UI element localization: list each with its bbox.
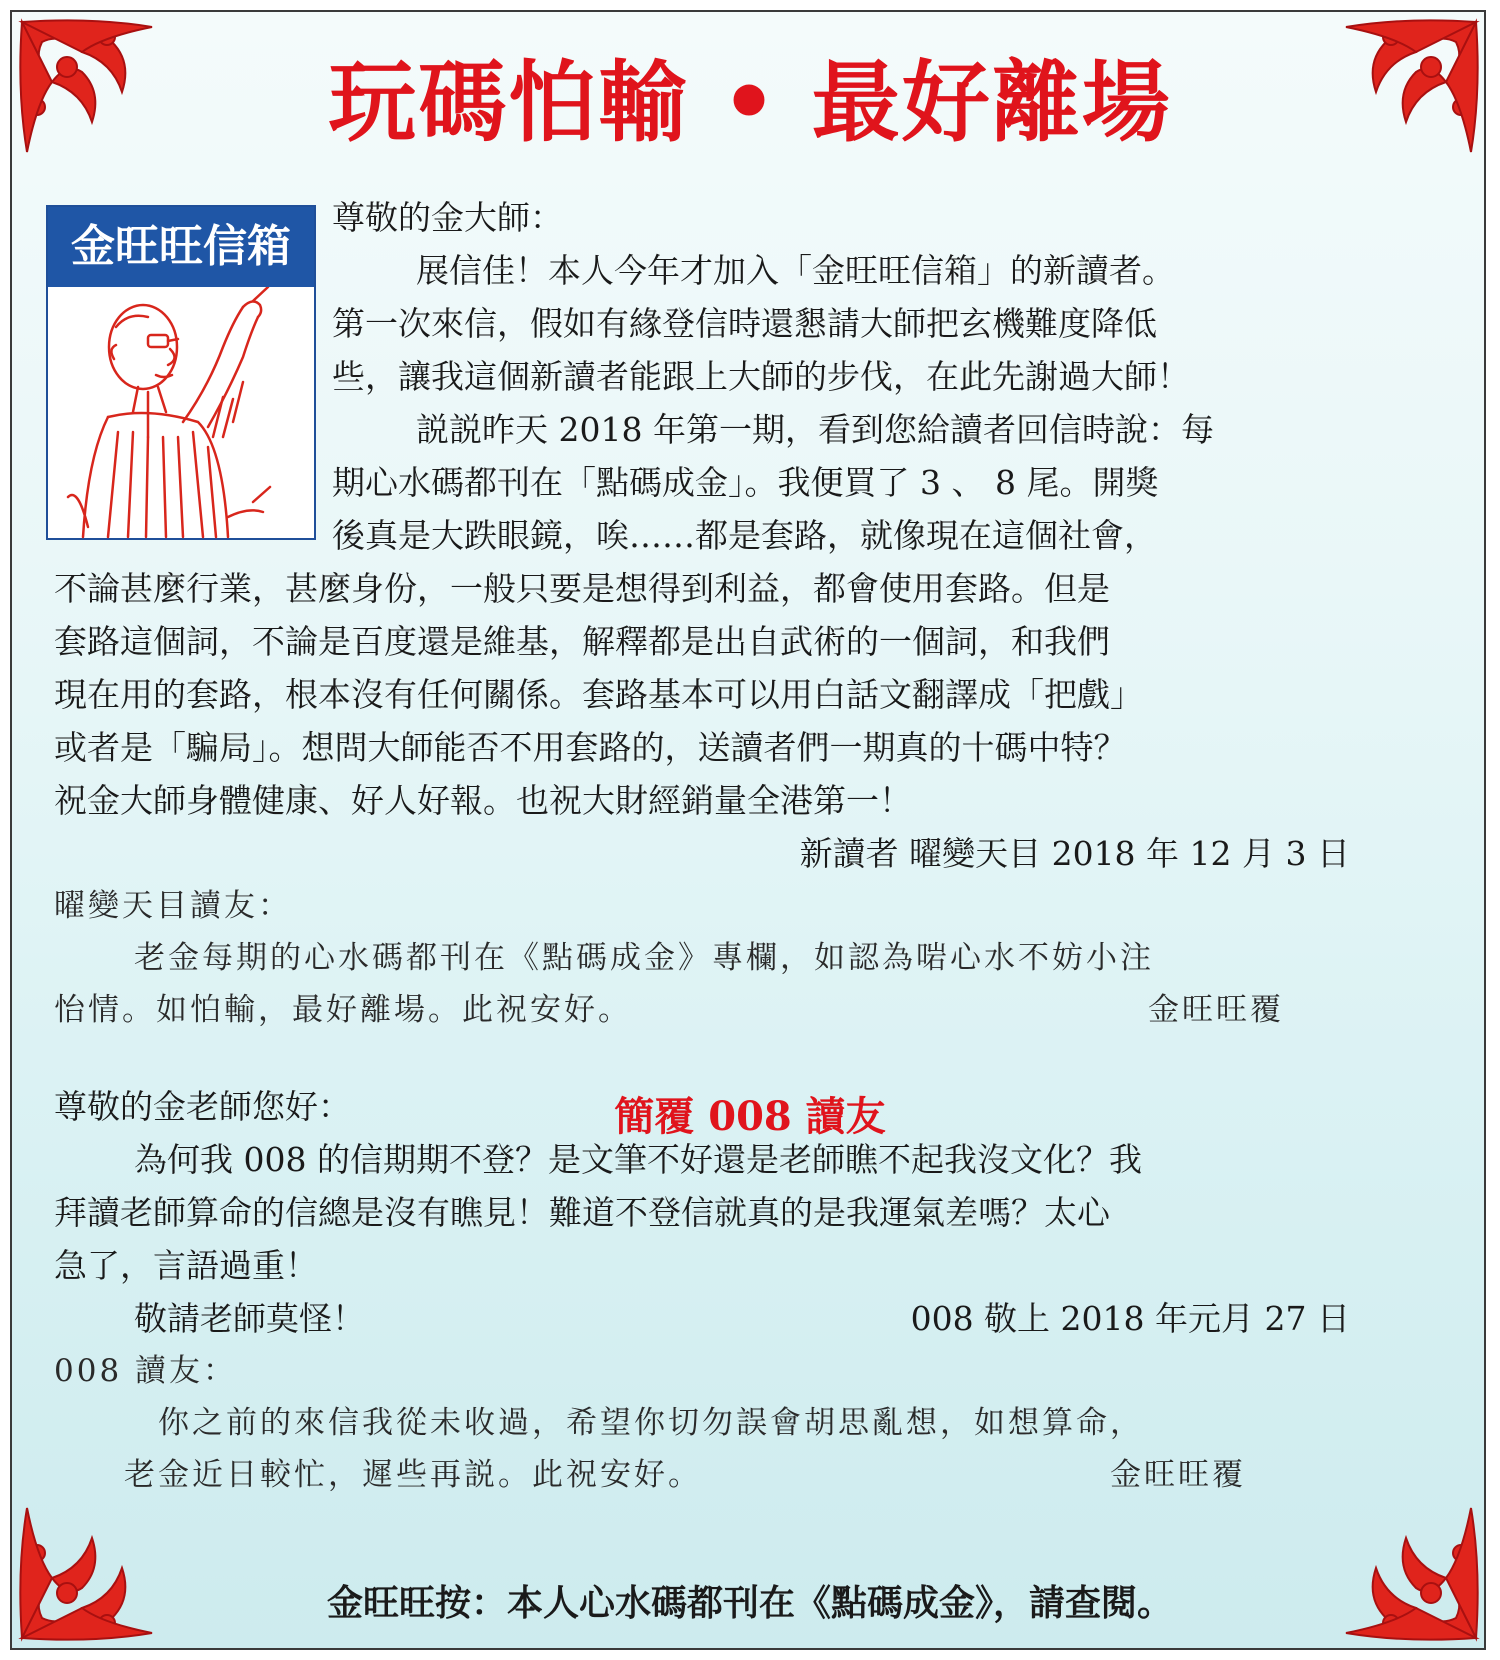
column-logo-label: 金旺旺信箱 <box>48 207 314 287</box>
letter2-closing: 敬請老師莫怪！ <box>134 1299 365 1338</box>
letter1-line: 祝金大師身體健康、好人好報。也祝大財經銷量全港第一！ <box>54 781 912 820</box>
reply1-signature: 金旺旺覆 <box>1148 992 1284 1028</box>
letter1-line: 期心水碼都刊在「點碼成金」。我便買了 3 、 8 尾。開獎 <box>332 463 1159 502</box>
letter1-greeting: 尊敬的金大師： <box>332 198 563 237</box>
page-title: 玩碼怕輸 • 最好離場 <box>328 50 1172 154</box>
letter2-signature: 008 敬上 2018 年元月 27 日 <box>910 1299 1350 1338</box>
pointing-man-illustration-icon <box>48 287 314 539</box>
letter1-line: 現在用的套路，根本沒有任何關係。套路基本可以用白話文翻譯成「把戲」 <box>54 675 1143 714</box>
letter2-greeting: 尊敬的金老師您好： <box>54 1087 351 1126</box>
column-logo <box>46 205 316 540</box>
letter1-line: 些，讓我這個新讀者能跟上大師的步伐，在此先謝過大師！ <box>332 357 1190 396</box>
letter1-line: 説説昨天 2018 年第一期，看到您給讀者回信時說：每 <box>416 410 1214 449</box>
letter1-line: 或者是「騙局」。想問大師能否不用套路的，送讀者們一期真的十碼中特？ <box>54 728 1127 767</box>
letter1-line: 展信佳！本人今年才加入「金旺旺信箱」的新讀者。 <box>416 251 1175 290</box>
reply2-signature: 金旺旺覆 <box>1110 1457 1246 1493</box>
letter1-signature: 新讀者 曜變天目 2018 年 12 月 3 日 <box>799 834 1350 873</box>
letter2-line: 拜讀老師算命的信總是沒有瞧見！難道不登信就真的是我運氣差嗎？太心 <box>54 1193 1110 1232</box>
letter1-line: 後真是大跌眼鏡，唉……都是套路，就像現在這個社會， <box>332 516 1157 555</box>
reply2-greeting: 008 讀友： <box>54 1353 238 1389</box>
letter2-line: 為何我 008 的信期期不登？是文筆不好還是老師瞧不起我沒文化？我 <box>134 1140 1142 1179</box>
reply2-line: 你之前的來信我從未收過，希望你切勿誤會胡思亂想，如想算命， <box>158 1405 1144 1441</box>
reply1-line: 老金每期的心水碼都刊在《點碼成金》專欄，如認為啱心水不妨小注 <box>134 940 1154 976</box>
reply1-greeting: 曜變天目讀友： <box>54 888 292 924</box>
letter1-line: 套路這個詞，不論是百度還是維基，解釋都是出自武術的一個詞，和我們 <box>54 622 1110 661</box>
letter2-line: 急了，言語過重！ <box>54 1246 318 1285</box>
reply1-line: 怡情。如怕輸，最好離場。此祝安好。 <box>54 992 632 1028</box>
section-heading: 簡覆 008 讀友 <box>614 1093 886 1140</box>
reply2-line: 老金近日較忙，遲些再説。此祝安好。 <box>124 1457 702 1493</box>
letter1-line: 第一次來信，假如有緣登信時還懇請大師把玄機難度降低 <box>332 304 1157 343</box>
letter1-line: 不論甚麼行業，甚麼身份，一般只要是想得到利益，都會使用套路。但是 <box>54 569 1110 608</box>
editor-note: 金旺旺按：本人心水碼都刊在《點碼成金》，請查閱。 <box>326 1583 1173 1624</box>
